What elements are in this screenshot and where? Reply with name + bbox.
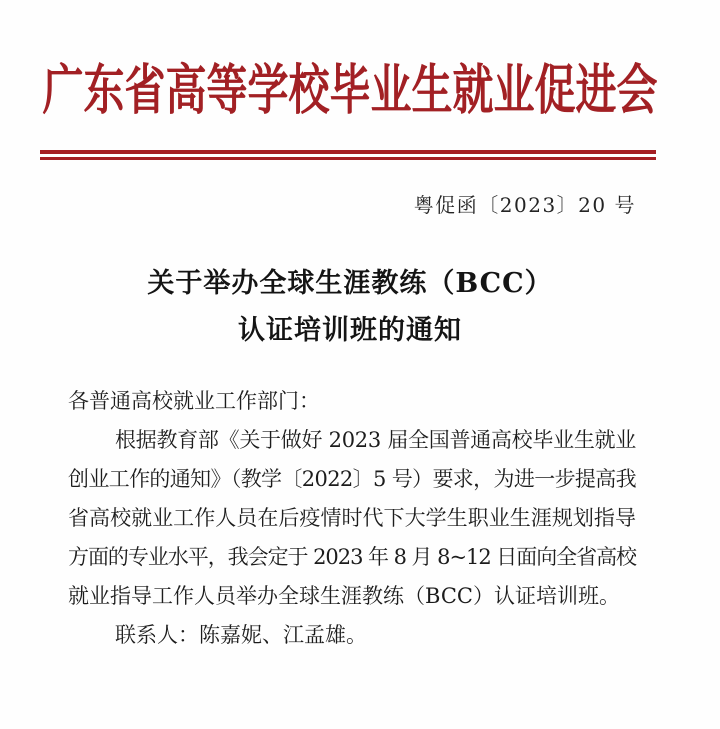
- document-title-line-2: 认证培训班的通知: [238, 315, 462, 346]
- document-title-line-1: 关于举办全球生涯教练（BCC）: [147, 268, 553, 299]
- document-reference-number: 粤促函〔2023〕20 号: [413, 193, 636, 217]
- contact-line: 联系人：陈嘉妮、江孟雄。: [115, 623, 367, 647]
- letterhead-org-name: 广东省高等学校毕业生就业促进会: [42, 58, 658, 122]
- letterhead: [0, 58, 700, 122]
- salutation-line: 各普通高校就业工作部门：: [68, 389, 320, 413]
- official-document-page: [0, 58, 720, 729]
- body-text-line: 根据教育部《关于做好 2023 届全国普通高校毕业生就业: [115, 428, 636, 452]
- red-divider-line: [40, 150, 656, 160]
- body-text-line: 创业工作的通知》（教学〔2022〕5 号）要求，为进一步提高我: [68, 467, 636, 491]
- body-text-line: 就业指导工作人员举办全球生涯教练（BCC）认证培训班。: [68, 584, 620, 608]
- document-body: [68, 382, 636, 655]
- body-text-line: 方面的专业水平，我会定于 2023 年 8 月 8~12 日面向全省高校: [68, 545, 636, 569]
- document-title: [0, 260, 700, 354]
- body-text-line: 省高校就业工作人员在后疫情时代下大学生职业生涯规划指导: [68, 506, 636, 530]
